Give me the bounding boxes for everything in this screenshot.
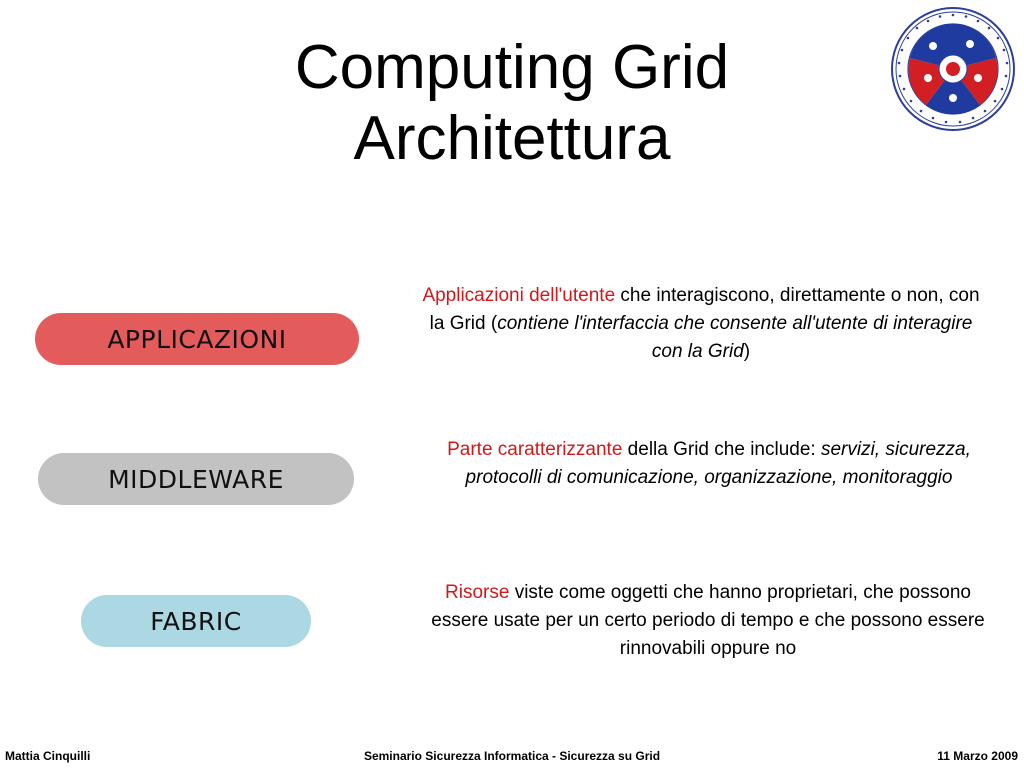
- applicazioni-highlight: Applicazioni dell'utente: [422, 285, 616, 306]
- footer-date: 11 Marzo 2009: [937, 749, 1018, 763]
- layer-middleware-label: MIDDLEWARE: [108, 464, 284, 494]
- layer-applicazioni-pill: [35, 313, 359, 365]
- fabric-text: viste come oggetti che hanno proprietari, che possono essere usate per un certo periodo di tempo e che possono essere rinnovabili oppure no: [431, 582, 985, 659]
- middleware-text: della Grid che include:: [622, 439, 821, 460]
- applicazioni-italic: contiene l'interfaccia che consente all'utente di interagire con la Grid: [497, 313, 973, 362]
- layer-middleware-description: [425, 436, 993, 492]
- footer-seminar: Seminario Sicurezza Informatica - Sicurezza su Grid: [363, 749, 661, 763]
- middleware-highlight: Parte caratterizzante: [447, 439, 623, 460]
- layer-fabric-pill: [81, 595, 311, 647]
- layer-middleware-pill: [38, 453, 354, 505]
- layer-applicazioni-description: [420, 282, 982, 366]
- layer-fabric-description: [425, 579, 991, 663]
- layer-applicazioni-label: APPLICAZIONI: [107, 324, 287, 354]
- middleware-italic: servizi, sicurezza, protocolli di comunicazione, organizzazione, monitoraggio: [465, 439, 971, 488]
- layer-fabric-label: FABRIC: [150, 606, 242, 636]
- applicazioni-text: che interagiscono, direttamente o non, con la Grid (: [429, 285, 980, 334]
- slide-title-line2: Architettura: [353, 104, 671, 173]
- slide-title-line1: Computing Grid: [294, 33, 730, 102]
- fabric-highlight: Risorse: [445, 582, 510, 603]
- footer-author: Mattia Cinquilli: [5, 749, 91, 763]
- slide-title: [162, 32, 862, 174]
- university-seal-icon: [890, 6, 1016, 132]
- applicazioni-end: ): [743, 341, 751, 362]
